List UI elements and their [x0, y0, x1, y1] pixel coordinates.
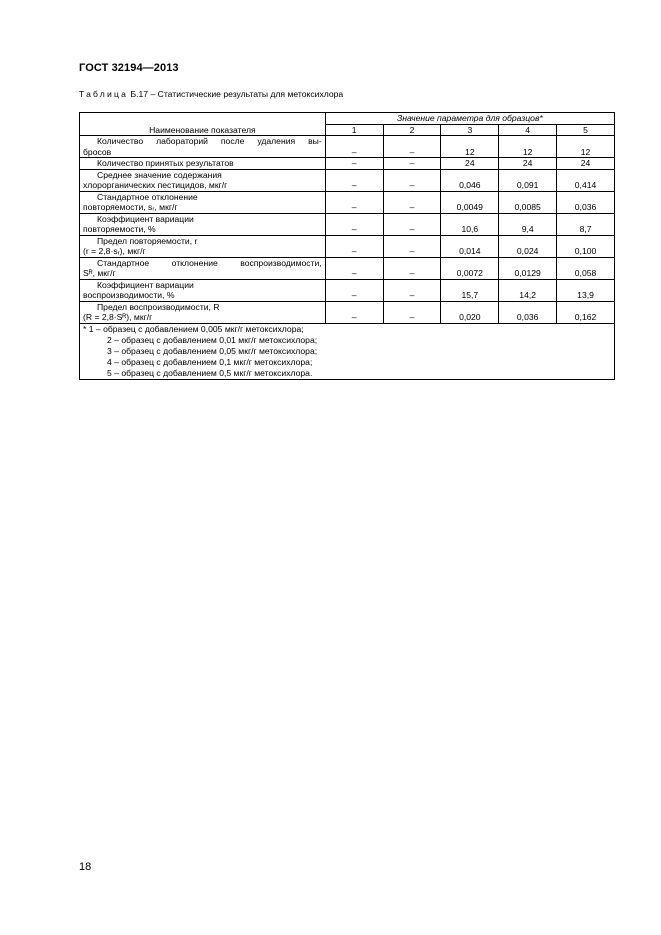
- footnote-line: 2 – образец с добавлением 0,01 мкг/г метоксихлора;: [107, 334, 318, 345]
- value-cell: –: [383, 158, 441, 170]
- value-cell: 12: [499, 136, 557, 158]
- value-cell: 9,4: [499, 213, 557, 235]
- value-cell: 0,100: [557, 235, 615, 257]
- table-row: [80, 235, 615, 257]
- value-cell: 14,2: [499, 279, 557, 301]
- table-row: [80, 301, 615, 323]
- table-row: [80, 136, 615, 158]
- indicator-name-line1: Стандартное отклонение воспроизводимости,: [97, 257, 322, 268]
- indicator-name-cell: [80, 158, 326, 170]
- value-cell: –: [383, 213, 441, 235]
- value-cell: 0,162: [557, 301, 615, 323]
- indicator-name-cell: [80, 191, 326, 213]
- table-caption: [79, 89, 343, 99]
- value-cell: –: [383, 301, 441, 323]
- value-cell: –: [383, 191, 441, 213]
- value-cell: 12: [441, 136, 499, 158]
- indicator-name-line1: Количество лабораторий после удаления вы-: [97, 136, 322, 146]
- footnote-line: * 1 – образец с добавлением 0,005 мкг/г метоксихлора;: [83, 323, 304, 334]
- indicator-name-line2: воспроизводимости, %: [83, 290, 175, 300]
- table-row: [80, 169, 615, 191]
- indicator-name-line2: повторяемости, sᵣ, мкг/г: [83, 202, 178, 212]
- table-row: [80, 191, 615, 213]
- table-row: [80, 279, 615, 301]
- sample-number: 5: [557, 124, 615, 136]
- value-cell: 0,046: [441, 169, 499, 191]
- value-cell: –: [383, 257, 441, 279]
- footnote-line: 4 – образец с добавлением 0,1 мкг/г метоксихлора;: [107, 356, 313, 367]
- value-cell: 0,036: [557, 191, 615, 213]
- value-cell: 8,7: [557, 213, 615, 235]
- indicator-name-line2: (r = 2,8·sᵣ), мкг/г: [83, 246, 146, 256]
- table-row: [80, 158, 615, 170]
- footnote-line: 3 – образец с добавлением 0,05 мкг/г метоксихлора;: [107, 345, 318, 356]
- value-cell: –: [383, 136, 441, 158]
- indicator-name-line2: Sᴿ, мкг/г: [83, 268, 116, 278]
- column-group-header: Значение параметра для образцов*: [325, 113, 614, 125]
- indicator-name-line1: Стандартное отклонение: [97, 191, 198, 202]
- sample-number: 3: [441, 124, 499, 136]
- indicator-name-line1: Коэффициент вариации: [97, 279, 194, 290]
- value-cell: –: [325, 136, 383, 158]
- sample-number: 2: [383, 124, 441, 136]
- indicator-name-cell: [80, 301, 326, 323]
- sample-number: 1: [325, 124, 383, 136]
- value-cell: 24: [557, 158, 615, 170]
- value-cell: 0,020: [441, 301, 499, 323]
- value-cell: 0,014: [441, 235, 499, 257]
- indicator-name-line2: повторяемости, %: [83, 224, 156, 234]
- value-cell: 0,091: [499, 169, 557, 191]
- indicator-name-line1: Предел повторяемости, r: [97, 235, 198, 246]
- value-cell: –: [383, 279, 441, 301]
- value-cell: –: [383, 169, 441, 191]
- table-header-row: [80, 113, 615, 125]
- value-cell: –: [383, 235, 441, 257]
- value-cell: 10,6: [441, 213, 499, 235]
- table-notes: [80, 323, 615, 379]
- indicator-name-line2: бросов: [83, 146, 112, 157]
- value-cell: –: [325, 158, 383, 170]
- value-cell: –: [325, 301, 383, 323]
- value-cell: –: [325, 235, 383, 257]
- value-cell: 0,0049: [441, 191, 499, 213]
- indicator-name-line1: Предел воспроизводимости, R: [97, 301, 220, 312]
- value-cell: 12: [557, 136, 615, 158]
- value-cell: 24: [441, 158, 499, 170]
- document-code-header: ГОСТ 32194—2013: [79, 62, 179, 74]
- value-cell: 0,058: [557, 257, 615, 279]
- column-header-name: Наименование показателя: [80, 113, 326, 136]
- indicator-name-cell: [80, 257, 326, 279]
- value-cell: 0,0072: [441, 257, 499, 279]
- value-cell: 0,0129: [499, 257, 557, 279]
- value-cell: –: [325, 191, 383, 213]
- value-cell: –: [325, 213, 383, 235]
- value-cell: 0,024: [499, 235, 557, 257]
- table-notes-row: [80, 323, 615, 379]
- indicator-name-cell: [80, 235, 326, 257]
- value-cell: 24: [499, 158, 557, 170]
- indicator-name-line2: (R = 2,8·Sᴿ), мкг/г: [83, 312, 153, 322]
- value-cell: –: [325, 279, 383, 301]
- value-cell: –: [325, 169, 383, 191]
- table-row: [80, 213, 615, 235]
- value-cell: 13,9: [557, 279, 615, 301]
- value-cell: 0,036: [499, 301, 557, 323]
- table-row: [80, 257, 615, 279]
- value-cell: –: [325, 257, 383, 279]
- sample-number: 4: [499, 124, 557, 136]
- value-cell: 0,414: [557, 169, 615, 191]
- value-cell: 0,0085: [499, 191, 557, 213]
- statistics-table: [79, 112, 615, 380]
- indicator-name-line1: Среднее значение содержания: [97, 169, 222, 180]
- indicator-name-line1: Количество принятых результатов: [97, 158, 234, 168]
- indicator-name-cell: [80, 279, 326, 301]
- table-caption-word: Таблица: [79, 89, 129, 99]
- indicator-name-cell: [80, 213, 326, 235]
- indicator-name-cell: [80, 169, 326, 191]
- indicator-name-cell: [80, 136, 326, 158]
- page-number: 18: [79, 861, 92, 873]
- table-caption-title: Б.17 – Статистические результаты для метоксихлора: [128, 89, 344, 99]
- indicator-name-line1: Коэффициент вариации: [97, 213, 194, 224]
- indicator-name-line2: хлорорганических пестицидов, мкг/г: [83, 180, 228, 190]
- value-cell: 15,7: [441, 279, 499, 301]
- footnote-line: 5 – образец с добавлением 0,5 мкг/г метоксихлора.: [107, 367, 313, 378]
